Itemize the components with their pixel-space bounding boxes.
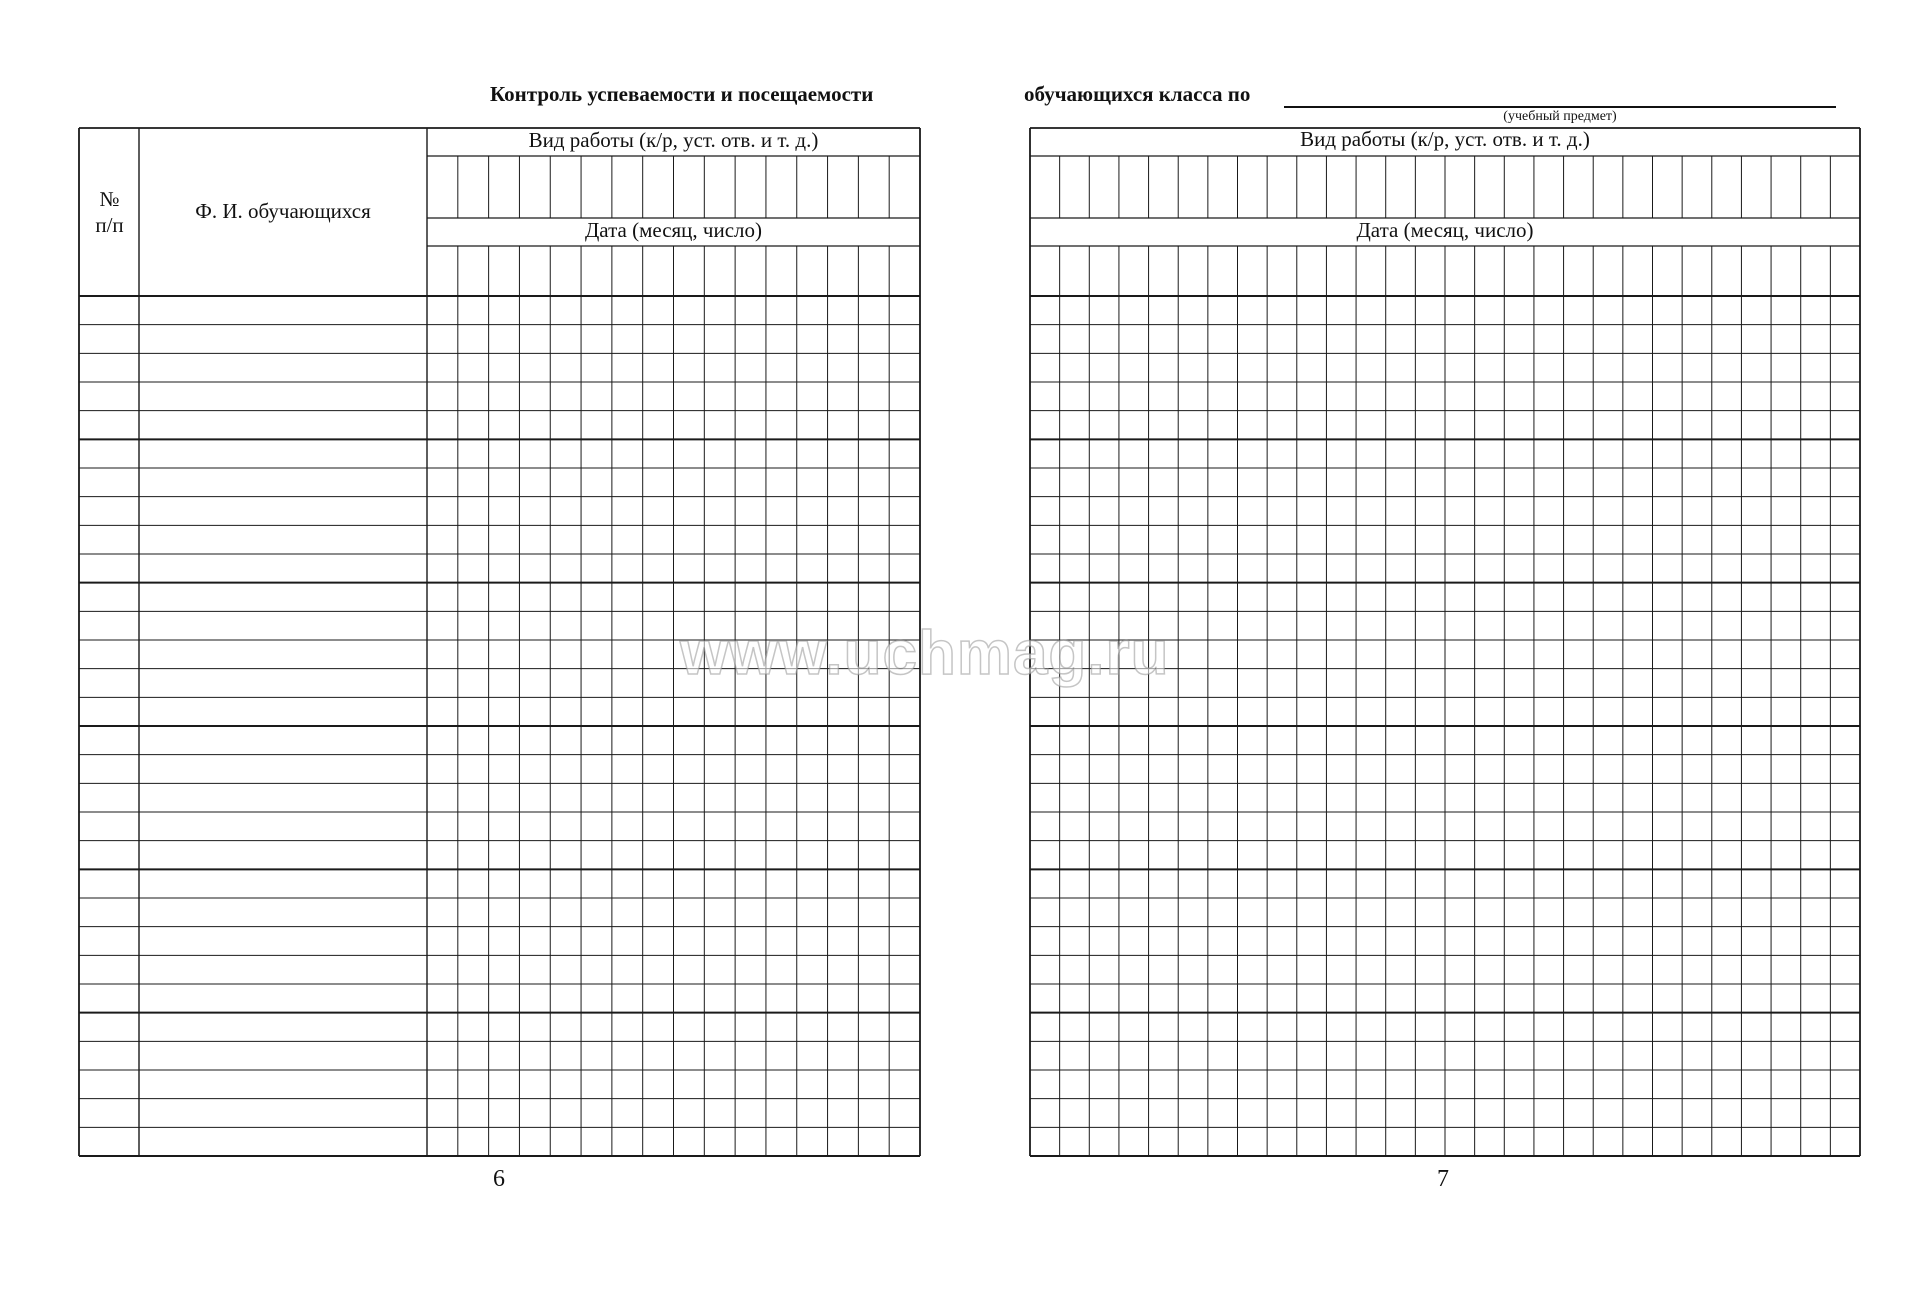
left-header-work-type: Вид работы (к/р, уст. отв. и т. д.): [528, 128, 819, 152]
page-number-left: 6: [493, 1166, 505, 1192]
col-number-line2: п/п: [95, 213, 124, 237]
left-page-title: Контроль успеваемости и посещаемости: [490, 82, 874, 106]
right-header-date: Дата (месяц, число): [1356, 218, 1534, 242]
page-number-right: 7: [1437, 1166, 1449, 1192]
col-number-line1: №: [99, 187, 120, 211]
col-names-header: Ф. И. обучающихся: [195, 199, 371, 223]
watermark: www.uchmag.ru: [680, 619, 1170, 688]
right-page-title: обучающихся класса по: [1024, 82, 1251, 106]
right-header-work-type: Вид работы (к/р, уст. отв. и т. д.): [1300, 127, 1590, 151]
subject-caption: (учебный предмет): [1503, 109, 1617, 124]
left-header-date: Дата (месяц, число): [584, 218, 763, 242]
